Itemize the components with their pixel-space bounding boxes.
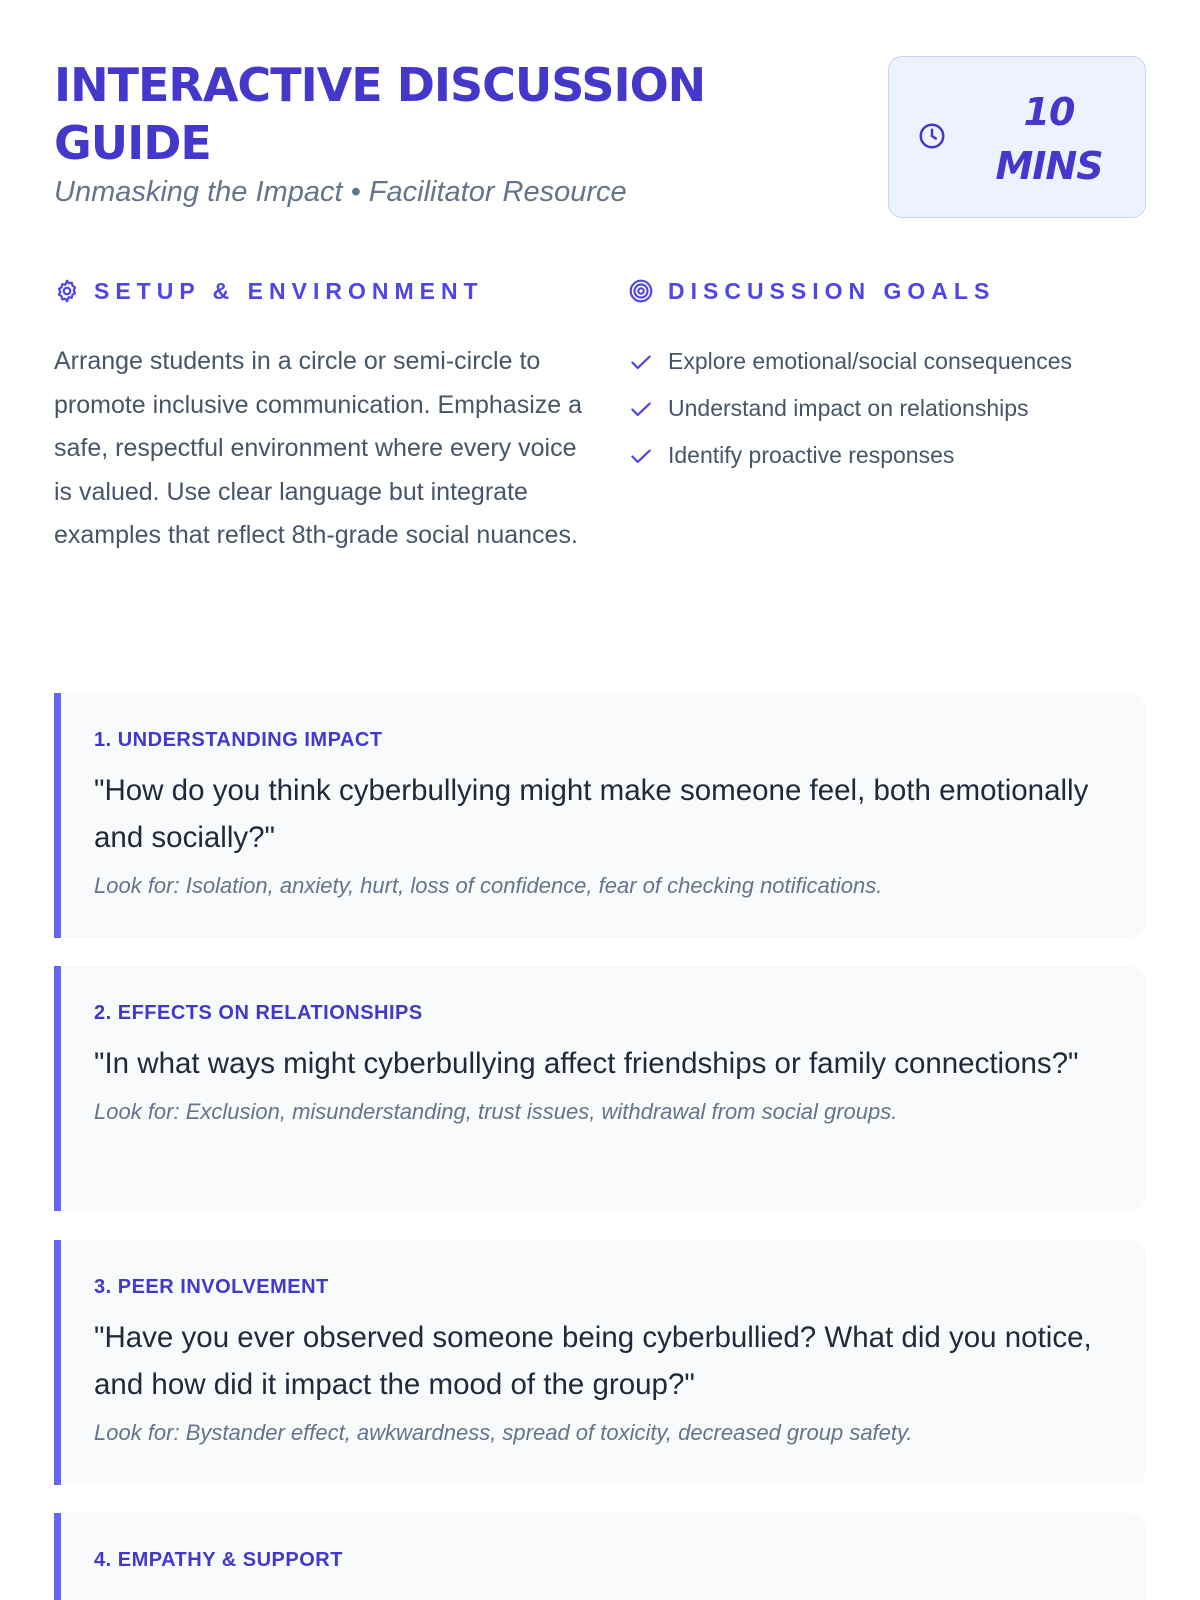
setup-body: Arrange students in a circle or semi-circle to promote inclusive communication. Emphasize a safe, respectful environment where every voice is valued. Use clear language but integrate examples that reflect 8th-grade social nuances. [54, 347, 583, 549]
target-icon [628, 278, 654, 304]
goal-text: Explore emotional/social consequences [668, 348, 1073, 374]
goal-text: Understand impact on relationships [668, 395, 1029, 421]
goals-heading-label: DISCUSSION GOALS [668, 277, 996, 304]
check-icon [628, 443, 654, 469]
list-item [628, 338, 1148, 385]
page-title: INTERACTIVE DISCUSSION GUIDE [54, 58, 706, 170]
goals-heading [628, 276, 1148, 306]
question-hint: Look for: Isolation, anxiety, hurt, loss of confidence, fear of checking notifications. [94, 873, 883, 898]
gear-icon [54, 278, 80, 304]
question-text: "In what ways might cyberbullying affect friendships or family connections?" [94, 1047, 1079, 1080]
question-label: 4. EMPATHY & SUPPORT [94, 1549, 343, 1571]
list-item [628, 432, 1148, 479]
question-label: 1. UNDERSTANDING IMPACT [94, 729, 383, 751]
goals-list [628, 338, 1148, 479]
setup-section [54, 276, 584, 558]
question-hint: Look for: Exclusion, misunderstanding, trust issues, withdrawal from social groups. [94, 1099, 898, 1124]
question-label: 2. EFFECTS ON RELATIONSHIPS [94, 1002, 423, 1024]
duration-label: 10 MINS [995, 90, 1103, 188]
setup-heading-label: SETUP & ENVIRONMENT [94, 277, 484, 304]
question-card [54, 1240, 1146, 1485]
question-hint: Look for: Bystander effect, awkwardness, spread of toxicity, decreased group safety. [94, 1420, 913, 1445]
goals-section [628, 276, 1148, 479]
header [54, 56, 1146, 226]
clock-icon [917, 121, 947, 151]
setup-heading [54, 276, 584, 306]
question-text: "How do you think cyberbullying might make someone feel, both emotionally and socially?" [94, 774, 1089, 854]
page-subtitle: Unmasking the Impact • Facilitator Resource [54, 176, 627, 208]
goal-text: Identify proactive responses [668, 442, 955, 468]
list-item [628, 385, 1148, 432]
question-card [54, 693, 1146, 938]
check-icon [628, 396, 654, 422]
question-text: "Have you ever observed someone being cyberbullied? What did you notice, and how did it impact the mood of the group?" [94, 1321, 1092, 1401]
question-card [54, 1513, 1146, 1600]
question-label: 3. PEER INVOLVEMENT [94, 1276, 329, 1298]
duration-badge [888, 56, 1146, 218]
check-icon [628, 349, 654, 375]
question-card [54, 966, 1146, 1211]
